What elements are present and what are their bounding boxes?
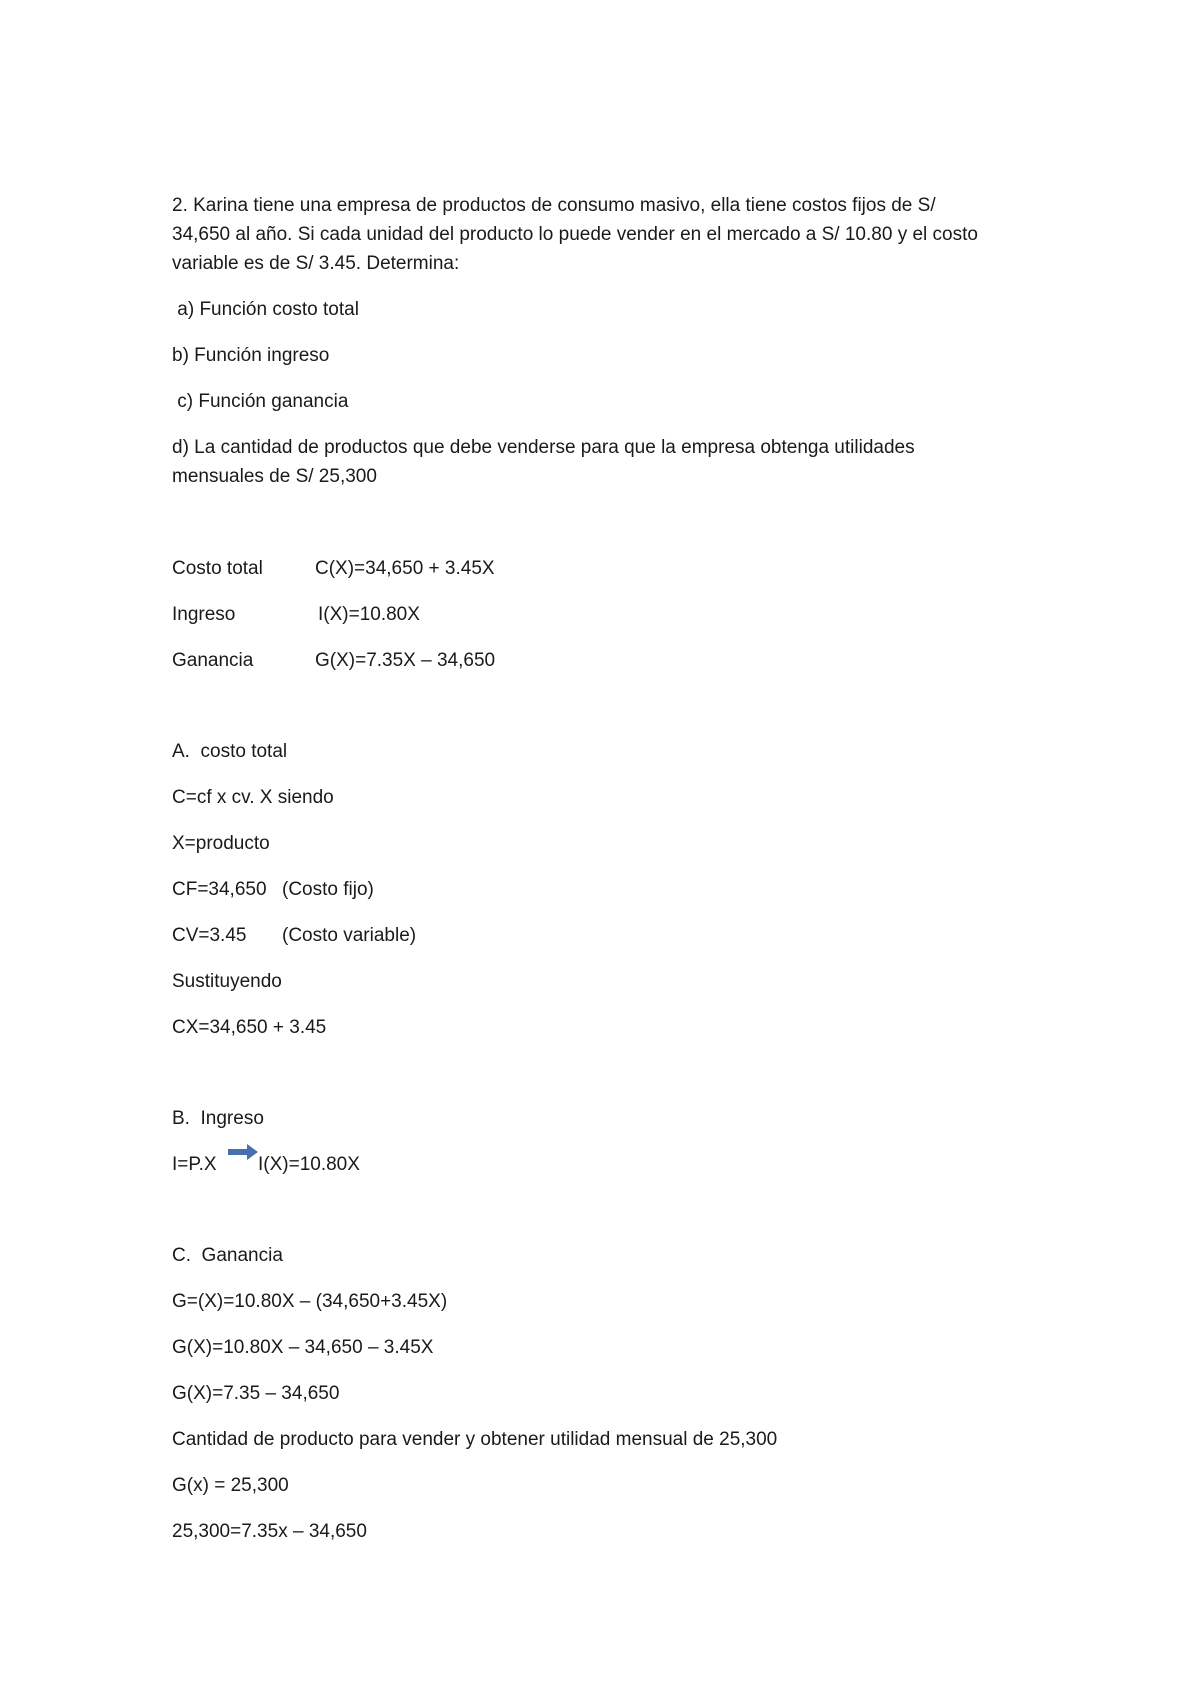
- question-d-line-2: mensuales de S/ 25,300: [172, 466, 377, 487]
- section-c-line-4: Cantidad de producto para vender y obtener utilidad mensual de 25,300: [172, 1429, 778, 1450]
- section-a-cv: CV=3.45: [172, 925, 247, 946]
- section-c-line-5: G(x) = 25,300: [172, 1475, 289, 1496]
- section-a-heading: A. costo total: [172, 741, 288, 762]
- summary-formula-ganancia: G(X)=7.35X – 34,650: [315, 650, 496, 671]
- summary-label-ganancia: Ganancia: [172, 650, 254, 671]
- section-a-line-2: X=producto: [172, 833, 270, 854]
- summary-label-costo-total: Costo total: [172, 558, 263, 579]
- section-b-left: I=P.X: [172, 1154, 217, 1175]
- question-a: a) Función costo total: [172, 299, 359, 320]
- section-c-line-1: G=(X)=10.80X – (34,650+3.45X): [172, 1291, 448, 1312]
- problem-intro-line-2: 34,650 al año. Si cada unidad del producto lo puede vender en el mercado a S/ 10.80 y el costo: [172, 224, 978, 245]
- section-c-line-2: G(X)=10.80X – 34,650 – 3.45X: [172, 1337, 434, 1358]
- problem-intro-line-3: variable es de S/ 3.45. Determina:: [172, 253, 460, 274]
- section-b-right: I(X)=10.80X: [258, 1154, 360, 1175]
- section-c-line-3: G(X)=7.35 – 34,650: [172, 1383, 340, 1404]
- section-a-line-1: C=cf x cv. X siendo: [172, 787, 334, 808]
- section-a-cf-note: (Costo fijo): [282, 879, 374, 900]
- problem-intro-line-1: 2. Karina tiene una empresa de productos de consumo masivo, ella tiene costos fijos de S/: [172, 195, 936, 216]
- summary-label-ingreso: Ingreso: [172, 604, 236, 625]
- section-a-line-6: CX=34,650 + 3.45: [172, 1017, 327, 1038]
- question-d-line-1: d) La cantidad de productos que debe venderse para que la empresa obtenga utilidades: [172, 437, 915, 458]
- section-a-cf: CF=34,650: [172, 879, 267, 900]
- section-c-line-6: 25,300=7.35x – 34,650: [172, 1521, 367, 1542]
- summary-formula-ingreso: I(X)=10.80X: [318, 604, 420, 625]
- summary-formula-costo-total: C(X)=34,650 + 3.45X: [315, 558, 495, 579]
- right-arrow-icon: [228, 1144, 258, 1160]
- section-b-heading: B. Ingreso: [172, 1108, 264, 1129]
- section-a-line-5: Sustituyendo: [172, 971, 282, 992]
- section-a-cv-note: (Costo variable): [282, 925, 417, 946]
- section-c-heading: C. Ganancia: [172, 1245, 283, 1266]
- question-c: c) Función ganancia: [172, 391, 349, 412]
- question-b: b) Función ingreso: [172, 345, 330, 366]
